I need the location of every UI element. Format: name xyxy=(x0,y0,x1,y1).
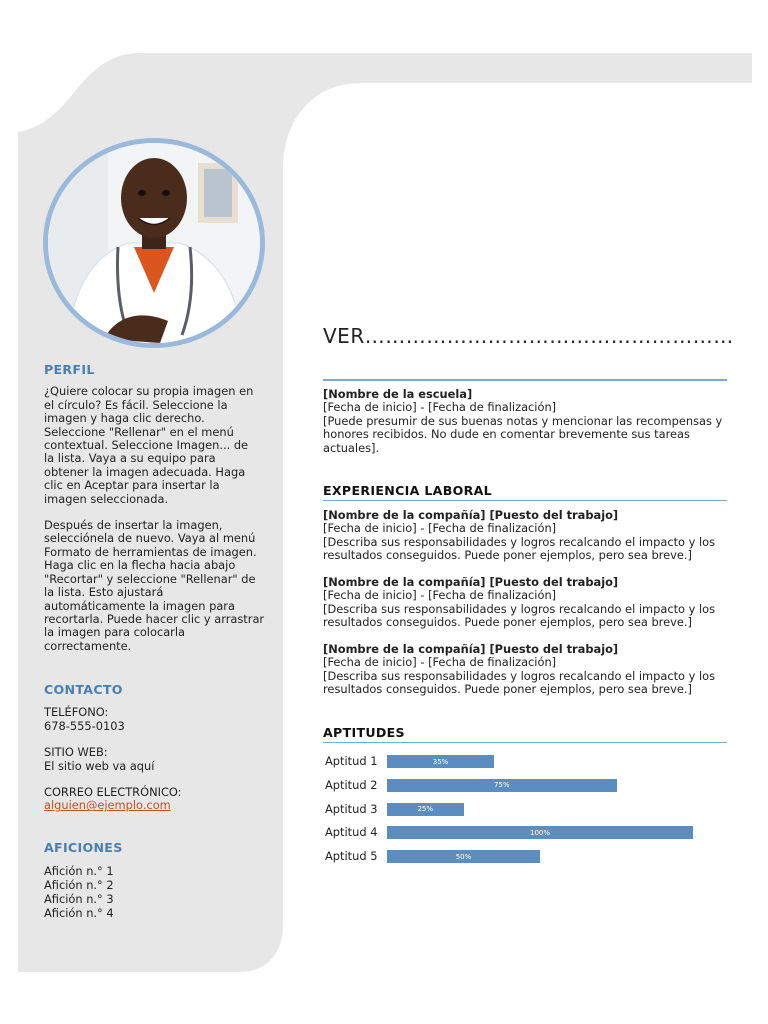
profile-text-line: la lista. Esto ajustará xyxy=(44,585,164,600)
profile-text-line: obtener la imagen adecuada. Haga xyxy=(44,464,246,479)
hobbies-heading: AFICIONES xyxy=(44,840,123,855)
hobby-item: Afición n.° 1 xyxy=(44,864,114,879)
job-entry xyxy=(323,576,727,630)
profile-text-line: contextual. Seleccione Imagen... de xyxy=(44,438,249,453)
job-entry xyxy=(323,643,727,697)
job-description: [Describa sus responsabilidades y logros recalcando el impacto y los xyxy=(323,601,716,616)
profile-text-line: Después de insertar la imagen, xyxy=(44,518,223,533)
profile-text-line: Formato de herramientas de imagen. xyxy=(44,544,257,559)
website-value: El sitio web va aquí xyxy=(44,758,155,773)
phone-label: TELÉFONO: xyxy=(44,705,109,720)
skill-bar-value: 50% xyxy=(455,852,472,861)
profile-text-line: la lista. Vaya a su equipo para xyxy=(44,451,216,466)
profile-text-line: Seleccione "Rellenar" en el menú xyxy=(44,424,234,439)
profile-text-line: Haga clic en la flecha hacia abajo xyxy=(44,558,236,573)
job-description: resultados conseguidos. Puede poner ejemplos, pero sea breve.] xyxy=(323,615,692,630)
profile-text-line: el círculo? Es fácil. Seleccione la xyxy=(44,397,228,412)
doctor-photo-image xyxy=(48,143,260,343)
job-title: [Nombre de la compañía] [Puesto del trabajo] xyxy=(323,642,619,656)
education-dates: [Fecha de inicio] - [Fecha de finalización] xyxy=(323,400,557,415)
profile-text-line: "Recortar" y seleccione "Rellenar" de xyxy=(44,571,256,586)
education-description: honores recibidos. No dude en comentar brevemente sus tareas xyxy=(323,427,690,442)
skill-label: Aptitud 1 xyxy=(325,754,378,768)
skills-heading: APTITUDES xyxy=(323,725,405,740)
skill-bar xyxy=(387,850,540,863)
resume-name: VER……………………………………………… xyxy=(323,324,734,348)
skill-bar xyxy=(387,779,617,792)
email-link[interactable]: alguien@ejemplo.com xyxy=(44,798,171,813)
skill-bar-value: 25% xyxy=(417,805,434,814)
experience-divider xyxy=(323,500,727,501)
hobbies-section xyxy=(44,841,268,920)
name-divider xyxy=(323,379,727,381)
skill-bar xyxy=(387,755,494,768)
profile-text-line: la imagen para colocarla xyxy=(44,625,186,640)
profile-section xyxy=(44,363,268,653)
profile-text-line: recortarla. Puede hacer clic y arrastrar xyxy=(44,611,265,626)
profile-text-line: ¿Quiere colocar su propia imagen en xyxy=(44,384,254,399)
profile-text-line: automáticamente la imagen para xyxy=(44,598,235,613)
job-title: [Nombre de la compañía] [Puesto del trabajo] xyxy=(323,575,619,589)
education-section xyxy=(323,388,727,455)
skill-bar-value: 75% xyxy=(493,781,510,790)
skill-label: Aptitud 3 xyxy=(325,801,378,816)
education-description: [Puede presumir de sus buenas notas y mencionar las recompensas y xyxy=(323,413,723,428)
email-label: CORREO ELECTRÓNICO: xyxy=(44,785,182,800)
job-description: [Describa sus responsabilidades y logros recalcando el impacto y los xyxy=(323,534,716,549)
profile-text-line: correctamente. xyxy=(44,638,132,653)
profile-text-line: selecciónela de nuevo. Vaya al menú xyxy=(44,531,256,546)
skill-bar xyxy=(387,826,693,839)
education-description: actuales]. xyxy=(323,440,380,455)
profile-text-line: clic en Aceptar para insertar la xyxy=(44,478,220,493)
skill-label: Aptitud 2 xyxy=(325,777,378,792)
job-description: resultados conseguidos. Puede poner ejemplos, pero sea breve.] xyxy=(323,682,692,697)
skill-bar-value: 35% xyxy=(432,757,449,766)
skill-label: Aptitud 4 xyxy=(325,825,378,840)
profile-text-line: imagen seleccionada. xyxy=(44,491,169,506)
job-dates: [Fecha de inicio] - [Fecha de finalización] xyxy=(323,655,557,670)
skills-divider xyxy=(323,742,727,743)
skill-bar xyxy=(387,803,464,816)
hobby-item: Afición n.° 4 xyxy=(44,906,114,921)
profile-photo[interactable] xyxy=(48,143,260,343)
job-dates: [Fecha de inicio] - [Fecha de finalización] xyxy=(323,588,557,603)
job-title: [Nombre de la compañía] [Puesto del trabajo] xyxy=(323,508,619,522)
skill-bar-value: 100% xyxy=(529,828,550,837)
hobby-item: Afición n.° 2 xyxy=(44,878,114,893)
phone-value: 678-555-0103 xyxy=(44,718,125,733)
website-label: SITIO WEB: xyxy=(44,745,108,760)
contact-heading: CONTACTO xyxy=(44,682,123,697)
school-name: [Nombre de la escuela] xyxy=(323,387,473,401)
job-dates: [Fecha de inicio] - [Fecha de finalización] xyxy=(323,521,557,536)
contact-section xyxy=(44,683,268,813)
job-description: [Describa sus responsabilidades y logros recalcando el impacto y los xyxy=(323,668,716,683)
job-description: resultados conseguidos. Puede poner ejemplos, pero sea breve.] xyxy=(323,548,692,563)
job-entry xyxy=(323,509,727,563)
profile-text-line: imagen y haga clic derecho. xyxy=(44,411,205,426)
experience-heading: EXPERIENCIA LABORAL xyxy=(323,483,492,498)
skill-label: Aptitud 5 xyxy=(325,849,378,864)
profile-heading: PERFIL xyxy=(44,362,95,377)
hobby-item: Afición n.° 3 xyxy=(44,892,114,907)
